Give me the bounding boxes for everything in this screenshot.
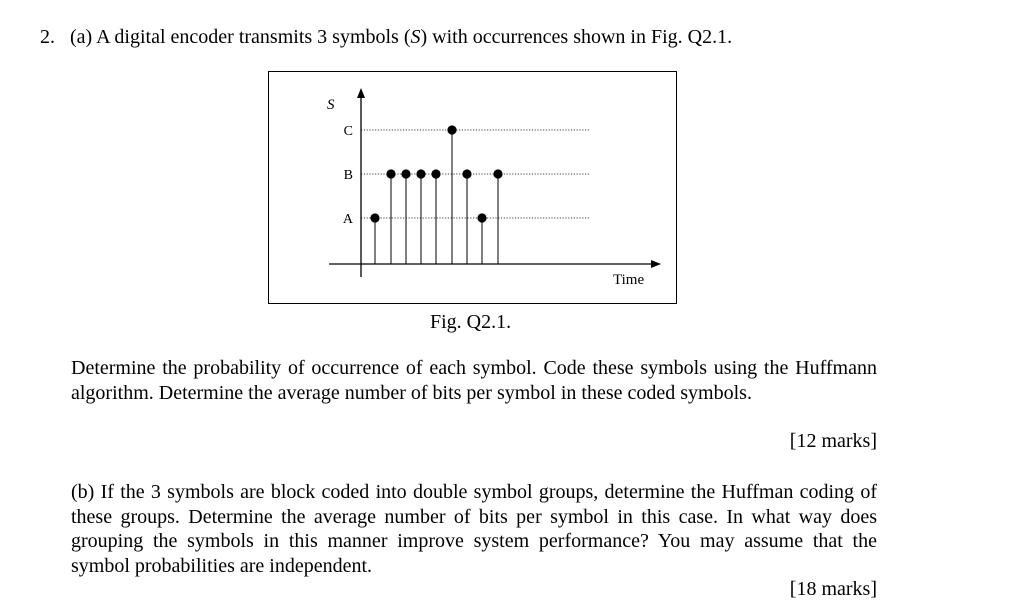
level-label-a: A xyxy=(342,212,353,227)
data-point-2 xyxy=(386,169,395,178)
y-axis-arrowhead xyxy=(357,88,365,98)
figure-caption: Fig. Q2.1. xyxy=(430,311,512,333)
data-point-5 xyxy=(431,169,440,178)
part-b-instructions: (b) If the 3 symbols are block coded into double symbol groups, determine the Huffman coding of these groups. Determine the average number of bits per symbol in this case. In what way does grouping the symbols in this manner improve system performance? You may assume that the symbol probabilities are independent. xyxy=(71,481,877,577)
data-point-4 xyxy=(416,169,425,178)
y-axis-label: S xyxy=(327,97,335,113)
symbol-occurrence-chart xyxy=(269,72,678,305)
level-label-b: B xyxy=(343,168,353,183)
question-number: 2. xyxy=(40,26,55,48)
data-point-3 xyxy=(401,169,410,178)
data-point-1 xyxy=(370,213,379,222)
part-a-intro-prefix: (a) A digital encoder transmits 3 symbols ( xyxy=(70,26,411,48)
figure-frame xyxy=(268,71,677,304)
data-point-7 xyxy=(462,169,471,178)
level-label-c: C xyxy=(343,124,353,139)
part-a-marks: [12 marks] xyxy=(789,430,877,452)
data-point-8 xyxy=(477,213,486,222)
data-point-6 xyxy=(447,125,456,134)
x-axis-arrowhead xyxy=(651,260,661,268)
data-point-9 xyxy=(493,169,502,178)
symbol-variable: S xyxy=(410,26,421,48)
part-a-instructions: Determine the probability of occurrence of each symbol. Code these symbols using the Huffmann algorithm. Determine the average number of bits per symbol in these coded symbols. xyxy=(71,357,877,404)
question-heading xyxy=(40,26,732,49)
part-a-intro-suffix: ) with occurrences shown in Fig. Q2.1. xyxy=(420,26,733,48)
x-axis-label: Time xyxy=(613,272,645,288)
part-b-marks: [18 marks] xyxy=(789,578,877,600)
